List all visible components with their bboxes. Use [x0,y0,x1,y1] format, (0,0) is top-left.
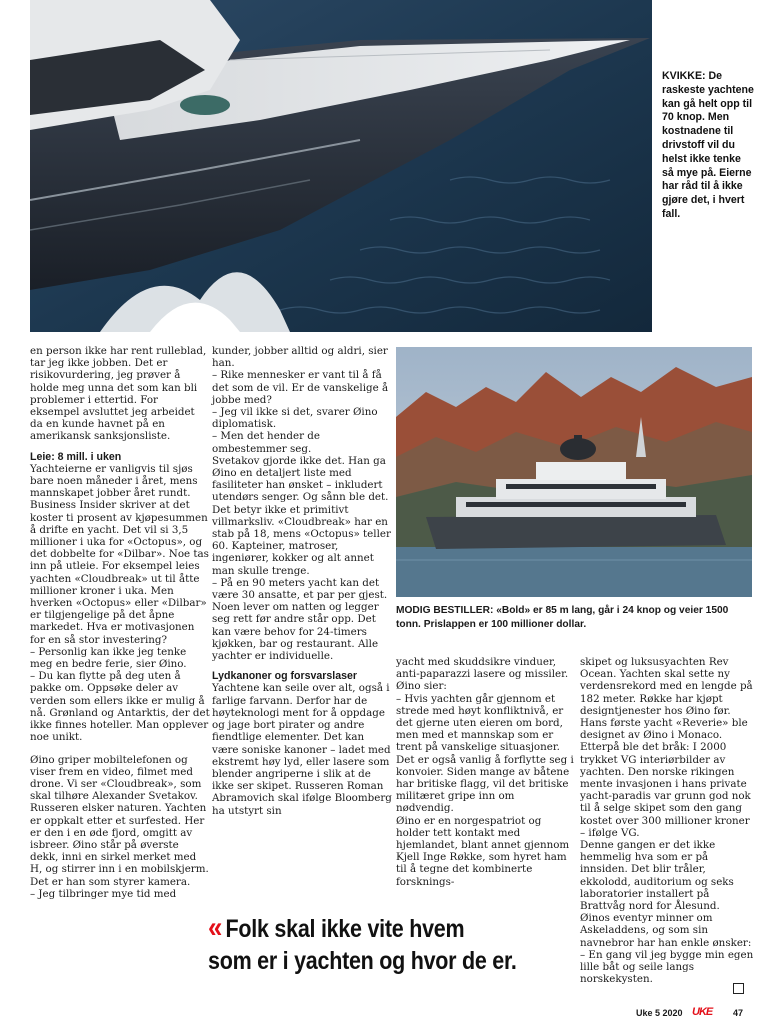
paragraph: – Personlig kan ikke jeg tenke meg en bedre ferie, sier Øino. [30,645,187,671]
paragraph: – På en 90 meters yacht kan det være 30 ansatte, et par per gjest. Noen lever om natten og legger seg rett før andre står opp. Det kan være behov for 24-timers kjøkken, bar og restaurant. Alle yachter er individuelle. [212,576,388,663]
paragraph: Øinos eventyr minner om Askeladdens, og som sin navnebror har han enkle ønsker: [580,912,752,949]
paragraph: – Jeg tilbringer mye tid med [30,887,177,900]
page-footer [0,1005,762,1021]
body-column-3 [396,656,574,888]
hero-caption-lead: KVIKKE: [662,70,706,82]
bold-yacht-photo [396,347,752,597]
paragraph: Øino griper mobiltelefonen og viser frem en video, filmet med drone. Vi ser «Cloudbreak», som skal tilhøre Alexander Svetakov. Russeren elsker naturen. Yachten er oppkalt etter et surfested. Her er den i en øde fjord, omgitt av isbreer. Øino står på øverste dekk, inni en sirkel merket med H, og stirrer inn i en mobilskjerm. Det er han som styrer kamera. [30,753,209,888]
hero-caption-text: De raskeste yachtene kan gå helt opp til 70 knop. Men kostnadene til drivstoff vil du helst ikke tenke så mye på. Eierne har råd til å ikke gjøre det, i hvert fall. [662,70,754,220]
issue-label: Uke 5 2020 [636,1008,683,1018]
bold-caption-lead: MODIG BESTILLER: [396,605,494,616]
paragraph: Yachteierne er vanligvis til sjøs bare noen måneder i året, mens mannskapet jobber året rundt. Business Insider skriver at det koster ti prosent av kjøpesummen å drifte en yacht. Det vil si 3,5 millioner i uka for «Octopus», og det dobbelte for «Dilbar». Noe tas inn på utleie. For eksempel leies yachten «Cloudbreak» ut til åtte millioner kroner i uka. Men hverken «Octopus» eller «Dilbar» er tilgjengelige på det åpne markedet. Hva er motivasjonen for en så stor investering? [30,462,209,646]
paragraph: – Jeg vil ikke si det, svarer Øino diplomatisk. [212,406,378,431]
body-column-2 [212,345,392,817]
bold-caption-text: «Bold» er 85 m lang, går i 24 knop og veier 1500 tonn. Prislappen er 100 millioner dollar. [396,605,729,630]
paragraph: kunder, jobber alltid og aldri, sier han. [212,345,388,370]
article-end-square-icon [733,983,744,994]
paragraph: – Rike mennesker er vant til å få det som de vil. Er de vanskelige å jobbe med? [212,369,389,406]
body-column-4 [580,656,754,985]
paragraph: Svetakov gjorde ikke det. Han ga Øino en detaljert liste med fasiliteter han ønsket – inkludert utendørs senger. Og sånn ble det. Det betyr ikke et primitivt villmarksliv. «Cloudbreak» har en stab på 18, mens «Octopus» teller 60. Kapteiner, matroser, ingeniører, kokker og alt annet man skulle trenge. [212,454,391,577]
hero-caption [662,70,754,222]
paragraph: en person ikke har rent rulleblad, tar jeg ikke jobben. Det er risikovurdering, jeg prøver å holde meg unna det som kan bli problemer i ettertid. For eksempel avsluttet jeg arbeidet da en kunde havnet på en amerikansk sanksjonsliste. [30,345,207,443]
quote-mark-icon: « [208,911,223,944]
bold-yacht-caption [396,604,756,631]
body-column-1 [30,345,210,900]
paragraph: Yachtene kan seile over alt, også i farlige farvann. Derfor har de høyteknologi ment for å oppdage og jage bort pirater og andre fiendtlige elementer. Det kan være soniske kanoner – ladet med ekstremt høy lyd, eller lasere som blender angriperne i slik at de ikke ser skipet. Russeren Roman Abramovich skal ifølge Bloomberg ha utstyrt sin [212,682,392,817]
pull-quote-line-1: « Folk skal ikke vite hvem [208,911,465,944]
subheading-sound-cannons: Lydkanoner og forsvarslaser [212,670,358,683]
page-number: 47 [733,1008,744,1018]
magazine-logo: UKE [692,1006,713,1018]
paragraph: Øino er en norgespatriot og holder tett kontakt med hjemlandet, blant annet gjennom Kjell Inge Røkke, som hyret ham til å tegne det kombinerte forsknings- [396,814,570,888]
subheading-rent: Leie: 8 mill. i uken [30,450,122,463]
paragraph: – Du kan flytte på deg uten å pakke om. Oppsøke deler av verden som ellers ikke er mulig å nå. Grønland og Antarktis, der det ikke finnes hoteller. Man opplever noe unikt. [30,670,210,744]
paragraph: skipet og luksusyachten Rev Ocean. Yachten skal sette ny verdensrekord med en lengde på 182 meter. Røkke har kjøpt designtjenester hos Øino før. [580,656,753,717]
paragraph: Hans første yacht «Reverie» ble designet av Øino i Monaco. Etterpå ble det bråk: I 2000 trykket VG interiørbilder av yachten. Den norske rikingen mente invasjonen i hans private yacht-paradis var grunn god nok til å selge skipet som den gang kostet over 300 millioner kroner – ifølge VG. [580,717,751,839]
paragraph: – Men det hender de ombestemmer seg. [212,430,320,455]
paragraph: Denne gangen er det ikke hemmelig hva som er på innsiden. Det blir tråler, ekkolodd, auditorium og seks laboratorier installert på Brattvåg nord for Ålesund. [580,839,734,913]
paragraph: – Hvis yachten går gjennom et strede med høyt konfliktnivå, er det gjerne uten eieren om bord, men med et mannskap som er trent på vanskelige situasjoner. Det er også vanlig å forflytte seg i konvoier. Siden mange av båtene har britiske flagg, vil det britiske militæret gripe inn om nødvendig. [396,692,574,815]
paragraph: – En gang vil jeg bygge min egen lille båt og seile langs norskekysten. [580,948,754,986]
pull-quote [208,912,518,977]
paragraph: yacht med skuddsikre vinduer, anti-paparazzi lasere og missiler. Øino sier: [396,656,569,693]
pull-quote-line-2: som er i yachten og hvor de er. [208,947,517,975]
hero-yacht-photo [30,0,652,332]
